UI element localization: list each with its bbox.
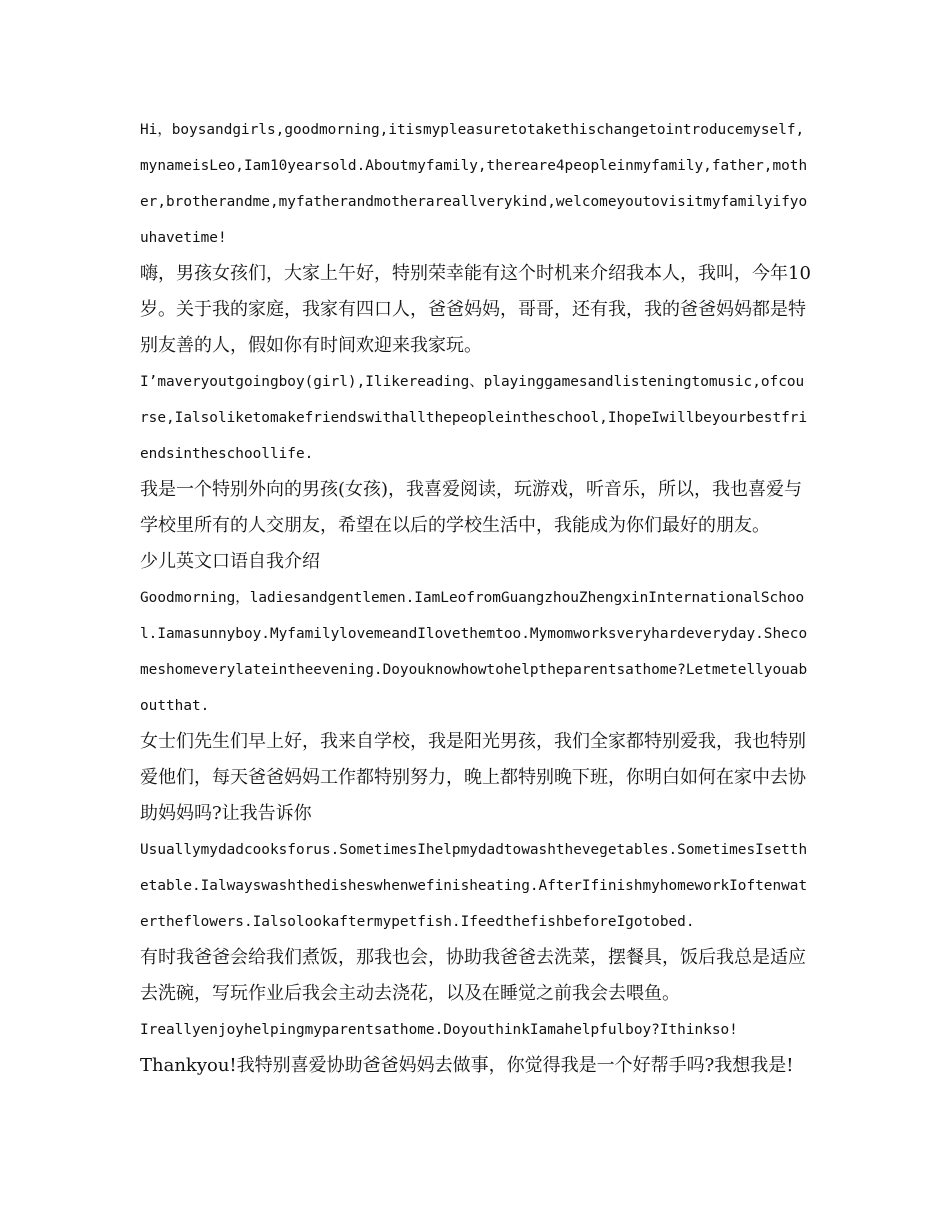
paragraph-chores-english: Usuallymydadcooksforus.SometimesIhelpmydadtowashthevegetables.SometimesIsetthetable.Ialwayswashthedisheswhenwefinisheating.AfterIfinishmyhomeworkIoftenwatertheflowers.Ialsolookaftermypetfish.IfeedthefishbeforeIgotobed. [140, 842, 808, 930]
paragraph-closing-mixed: Thankyou!我特别喜爱协助爸爸妈妈去做事，你觉得我是一个好帮手吗?我想我是! [140, 1055, 794, 1076]
paragraph-chores-chinese: 有时我爸爸会给我们煮饭，那我也会，协助我爸爸去洗菜，摆餐具，饭后我总是适应去洗碗，写玩作业后我会主动去浇花，以及在睡觉之前我会去喂鱼。 [140, 947, 806, 1004]
paragraph-intro-english: Hi，boysandgirls,goodmorning,itismypleasuretotakethischangetointroducemyself,mynameisLeo,Iam10yearsold.Aboutmyfamily,thereare4peopleinmyfamily,father,mother,brotherandme,myfatherandmotherareallverykind,welcomeyoutovisitmyfamilyifyouhavetime! [140, 122, 808, 246]
paragraph-hobbies-english: I’maveryoutgoingboy(girl),Ilikereading、playinggamesandlisteningtomusic,ofcourse,Ialsoliketomakefriendswithallthepeopleintheschool,IhopeIwillbeyourbestfriendsintheschoollife. [140, 374, 808, 462]
paragraph-greeting-chinese: 女士们先生们早上好，我来自学校，我是阳光男孩，我们全家都特别爱我，我也特别爱他们，每天爸爸妈妈工作都特别努力，晚上都特别晚下班，你明白如何在家中去协助妈妈吗?让我告诉你 [140, 731, 806, 824]
paragraph-hobbies-chinese: 我是一个特别外向的男孩(女孩)，我喜爱阅读，玩游戏，听音乐，所以，我也喜爱与学校里所有的人交朋友，希望在以后的学校生活中，我能成为你们最好的朋友。 [140, 479, 803, 536]
paragraph-intro-chinese: 嗨，男孩女孩们，大家上午好，特别荣幸能有这个时机来介绍我本人，我叫，今年10岁。关于我的家庭，我家有四口人，爸爸妈妈，哥哥，还有我，我的爸爸妈妈都是特别友善的人，假如你有时间欢迎来我家玩。 [140, 263, 811, 356]
section-heading: 少儿英文口语自我介绍 [140, 551, 320, 572]
paragraph-greeting-english: Goodmorning，ladiesandgentlemen.IamLeofromGuangzhouZhengxinInternationalSchool.Iamasunnyboy.MyfamilylovemeandIlovethemtoo.Mymomworksveryhardeveryday.Shecomeshomeverylateintheevening.Doyouknowhowtohelptheparentsathome?Letmetellyouaboutthat. [140, 590, 808, 714]
document-body [140, 112, 812, 1084]
paragraph-closing-english: Ireallyenjoyhelpingmyparentsathome.DoyouthinkIamahelpfulboy?Ithinkso! [140, 1022, 738, 1038]
